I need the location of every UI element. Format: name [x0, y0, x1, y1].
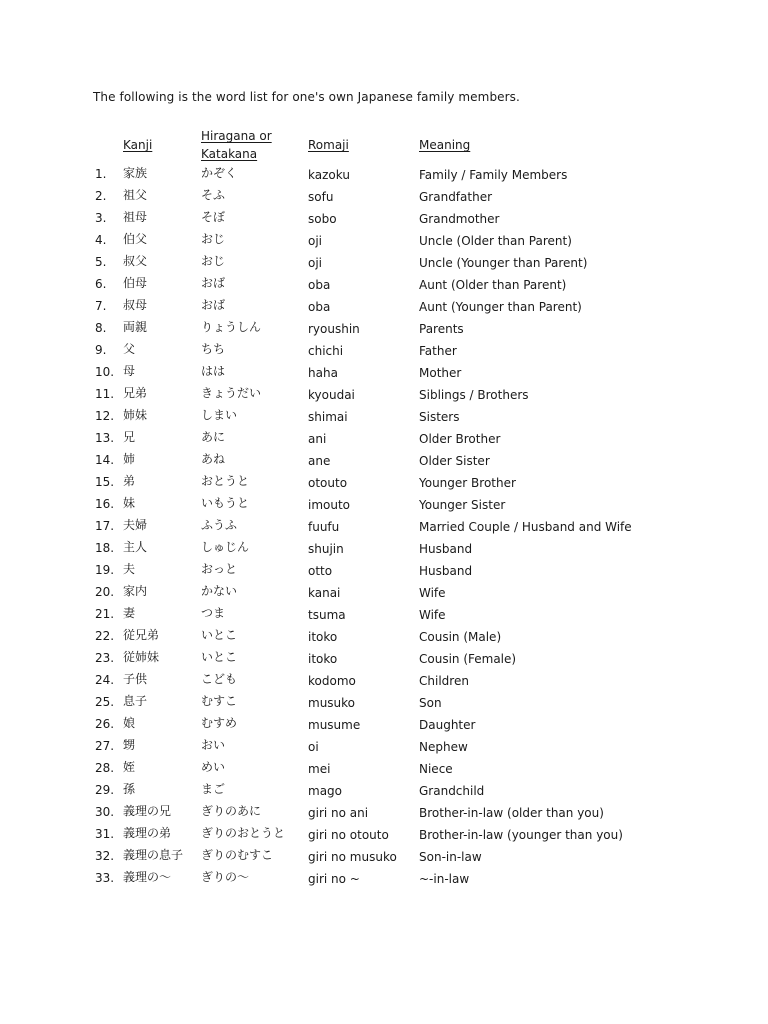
row-meaning: Older Brother — [419, 432, 501, 446]
row-kana: こども — [201, 672, 238, 686]
row-romaji: tsuma — [308, 608, 346, 622]
row-kanji: 姉 — [123, 452, 136, 466]
table-row — [0, 626, 768, 648]
row-meaning: Grandfather — [419, 190, 493, 204]
header-romaji: Romaji — [308, 138, 349, 152]
row-meaning: ~-in-law — [419, 872, 470, 886]
row-meaning: Aunt (Older than Parent) — [419, 278, 567, 292]
row-romaji: mago — [308, 784, 343, 798]
row-kanji: 甥 — [123, 738, 136, 752]
row-number: 11. — [95, 387, 115, 401]
row-number: 26. — [95, 717, 115, 731]
table-row — [0, 428, 768, 450]
table-row — [0, 736, 768, 758]
row-kanji: 妻 — [123, 606, 136, 620]
row-number: 17. — [95, 519, 115, 533]
table-header — [0, 127, 768, 163]
row-kana: つま — [201, 606, 226, 620]
row-number: 16. — [95, 497, 115, 511]
row-kanji: 姉妹 — [123, 408, 148, 422]
row-kanji: 夫婦 — [123, 518, 148, 532]
row-kanji: 兄 — [123, 430, 136, 444]
table-row — [0, 846, 768, 868]
row-meaning: Sisters — [419, 410, 460, 424]
row-kanji: 夫 — [123, 562, 136, 576]
row-number: 2. — [95, 189, 107, 203]
row-number: 8. — [95, 321, 107, 335]
row-kanji: 伯母 — [123, 276, 148, 290]
row-romaji: haha — [308, 366, 338, 380]
row-kanji: 主人 — [123, 540, 148, 554]
row-romaji: itoko — [308, 630, 338, 644]
row-kana: ぎりのあに — [201, 804, 262, 818]
row-kana: あに — [201, 430, 226, 444]
table-row — [0, 208, 768, 230]
table-row — [0, 340, 768, 362]
row-meaning: Grandmother — [419, 212, 500, 226]
row-kana: きょうだい — [201, 386, 262, 400]
row-meaning: Cousin (Female) — [419, 652, 517, 666]
row-kanji: 母 — [123, 364, 136, 378]
row-number: 12. — [95, 409, 115, 423]
row-number: 21. — [95, 607, 115, 621]
row-number: 13. — [95, 431, 115, 445]
row-meaning: Older Sister — [419, 454, 490, 468]
row-kana: りょうしん — [201, 320, 262, 334]
row-romaji: oji — [308, 234, 323, 248]
row-kana: いとこ — [201, 650, 238, 664]
row-kanji: 姪 — [123, 760, 136, 774]
row-number: 29. — [95, 783, 115, 797]
row-romaji: fuufu — [308, 520, 340, 534]
row-kana: むすめ — [201, 716, 238, 730]
row-meaning: Nephew — [419, 740, 468, 754]
table-row — [0, 780, 768, 802]
row-kanji: 子供 — [123, 672, 148, 686]
row-kanji: 義理の息子 — [123, 848, 184, 862]
table-row — [0, 296, 768, 318]
table-row — [0, 362, 768, 384]
word-list — [0, 164, 768, 890]
row-number: 6. — [95, 277, 107, 291]
row-meaning: Wife — [419, 586, 446, 600]
row-romaji: mei — [308, 762, 331, 776]
row-kanji: 家内 — [123, 584, 148, 598]
row-meaning: Son — [419, 696, 442, 710]
row-kana: しゅじん — [201, 540, 250, 554]
table-row — [0, 802, 768, 824]
row-meaning: Younger Sister — [419, 498, 506, 512]
row-romaji: oi — [308, 740, 319, 754]
row-kana: ぎりのおとうと — [201, 826, 286, 840]
row-meaning: Husband — [419, 564, 473, 578]
row-meaning: Mother — [419, 366, 462, 380]
table-row — [0, 538, 768, 560]
header-meaning: Meaning — [419, 138, 471, 152]
row-kana: おっと — [201, 562, 238, 576]
row-romaji: shimai — [308, 410, 348, 424]
table-row — [0, 252, 768, 274]
row-kanji: 伯父 — [123, 232, 148, 246]
row-number: 24. — [95, 673, 115, 687]
row-romaji: musume — [308, 718, 361, 732]
row-kanji: 義理の～ — [123, 870, 172, 884]
row-meaning: Son-in-law — [419, 850, 482, 864]
row-number: 27. — [95, 739, 115, 753]
table-row — [0, 560, 768, 582]
row-number: 28. — [95, 761, 115, 775]
row-romaji: ane — [308, 454, 331, 468]
row-kanji: 義理の兄 — [123, 804, 172, 818]
row-kanji: 祖母 — [123, 210, 148, 224]
table-row — [0, 582, 768, 604]
row-number: 10. — [95, 365, 115, 379]
row-romaji: shujin — [308, 542, 344, 556]
header-kana: Hiragana or Katakana — [201, 129, 272, 161]
header-kanji: Kanji — [123, 138, 153, 152]
row-number: 7. — [95, 299, 107, 313]
row-kanji: 義理の弟 — [123, 826, 172, 840]
row-kana: ふうふ — [201, 518, 238, 532]
row-kana: おじ — [201, 254, 226, 268]
table-row — [0, 406, 768, 428]
row-kana: かぞく — [201, 166, 238, 180]
row-kanji: 弟 — [123, 474, 136, 488]
row-kanji: 両親 — [123, 320, 148, 334]
row-kana: おい — [201, 738, 226, 752]
row-romaji: giri no ~ — [308, 872, 360, 886]
row-kanji: 兄弟 — [123, 386, 148, 400]
row-romaji: kanai — [308, 586, 341, 600]
row-romaji: ani — [308, 432, 327, 446]
table-row — [0, 274, 768, 296]
row-number: 32. — [95, 849, 115, 863]
row-kana: しまい — [201, 408, 238, 422]
row-meaning: Uncle (Younger than Parent) — [419, 256, 588, 270]
row-number: 20. — [95, 585, 115, 599]
row-meaning: Younger Brother — [419, 476, 516, 490]
row-romaji: oji — [308, 256, 323, 270]
row-kana: そぼ — [201, 210, 226, 224]
row-meaning: Family / Family Members — [419, 168, 568, 182]
row-meaning: Niece — [419, 762, 453, 776]
table-row — [0, 868, 768, 890]
row-meaning: Aunt (Younger than Parent) — [419, 300, 582, 314]
row-meaning: Wife — [419, 608, 446, 622]
row-kana: はは — [201, 364, 226, 378]
row-kanji: 孫 — [123, 782, 136, 796]
row-number: 18. — [95, 541, 115, 555]
row-kanji: 叔母 — [123, 298, 148, 312]
row-kana: めい — [201, 760, 226, 774]
row-romaji: otouto — [308, 476, 348, 490]
table-row — [0, 164, 768, 186]
table-row — [0, 824, 768, 846]
row-number: 15. — [95, 475, 115, 489]
row-kana: おば — [201, 276, 226, 290]
row-meaning: Brother-in-law (older than you) — [419, 806, 604, 820]
row-meaning: Brother-in-law (younger than you) — [419, 828, 623, 842]
row-number: 5. — [95, 255, 107, 269]
row-romaji: chichi — [308, 344, 344, 358]
table-row — [0, 494, 768, 516]
row-number: 14. — [95, 453, 115, 467]
row-meaning: Husband — [419, 542, 473, 556]
table-row — [0, 714, 768, 736]
row-meaning: Uncle (Older than Parent) — [419, 234, 572, 248]
row-romaji: giri no musuko — [308, 850, 397, 864]
row-romaji: kyoudai — [308, 388, 355, 402]
table-row — [0, 758, 768, 780]
table-row — [0, 692, 768, 714]
row-number: 23. — [95, 651, 115, 665]
row-number: 19. — [95, 563, 115, 577]
row-meaning: Cousin (Male) — [419, 630, 502, 644]
row-kanji: 娘 — [123, 716, 136, 730]
row-meaning: Children — [419, 674, 469, 688]
row-romaji: kodomo — [308, 674, 356, 688]
table-row — [0, 384, 768, 406]
row-romaji: itoko — [308, 652, 338, 666]
row-kana: おとうと — [201, 474, 250, 488]
row-kana: いもうと — [201, 496, 250, 510]
row-romaji: sobo — [308, 212, 337, 226]
table-row — [0, 648, 768, 670]
table-row — [0, 230, 768, 252]
row-meaning: Parents — [419, 322, 464, 336]
row-kana: かない — [201, 584, 238, 598]
row-kana: ぎりの～ — [201, 870, 250, 884]
row-kana: ちち — [201, 342, 226, 356]
table-row — [0, 186, 768, 208]
row-kanji: 家族 — [123, 166, 148, 180]
row-romaji: musuko — [308, 696, 356, 710]
row-kanji: 叔父 — [123, 254, 148, 268]
row-number: 22. — [95, 629, 115, 643]
row-meaning: Married Couple / Husband and Wife — [419, 520, 632, 534]
row-kana: まご — [201, 782, 226, 796]
row-romaji: giri no ani — [308, 806, 369, 820]
row-romaji: oba — [308, 300, 331, 314]
table-row — [0, 450, 768, 472]
row-number: 25. — [95, 695, 115, 709]
row-kana: おば — [201, 298, 226, 312]
table-row — [0, 472, 768, 494]
row-meaning: Grandchild — [419, 784, 485, 798]
row-number: 3. — [95, 211, 107, 225]
row-kanji: 父 — [123, 342, 136, 356]
table-row — [0, 318, 768, 340]
row-kana: おじ — [201, 232, 226, 246]
row-number: 33. — [95, 871, 115, 885]
table-row — [0, 604, 768, 626]
row-romaji: kazoku — [308, 168, 350, 182]
row-romaji: imouto — [308, 498, 351, 512]
row-romaji: oba — [308, 278, 331, 292]
row-kana: ぎりのむすこ — [201, 848, 274, 862]
row-meaning: Father — [419, 344, 457, 358]
row-romaji: ryoushin — [308, 322, 360, 336]
table-row — [0, 516, 768, 538]
row-kana: いとこ — [201, 628, 238, 642]
row-number: 31. — [95, 827, 115, 841]
row-romaji: otto — [308, 564, 333, 578]
row-kanji: 息子 — [123, 694, 148, 708]
row-meaning: Siblings / Brothers — [419, 388, 529, 402]
row-number: 30. — [95, 805, 115, 819]
row-meaning: Daughter — [419, 718, 476, 732]
row-kanji: 妹 — [123, 496, 136, 510]
intro-text: The following is the word list for one's own Japanese family members. — [93, 90, 520, 104]
row-number: 9. — [95, 343, 107, 357]
row-romaji: sofu — [308, 190, 334, 204]
row-kanji: 従兄弟 — [123, 628, 160, 642]
row-kana: むすこ — [201, 694, 238, 708]
row-kana: そふ — [201, 188, 226, 202]
row-number: 4. — [95, 233, 107, 247]
row-number: 1. — [95, 167, 107, 181]
row-romaji: giri no otouto — [308, 828, 389, 842]
row-kanji: 祖父 — [123, 188, 148, 202]
table-row — [0, 670, 768, 692]
row-kanji: 従姉妹 — [123, 650, 160, 664]
row-kana: あね — [201, 452, 226, 466]
